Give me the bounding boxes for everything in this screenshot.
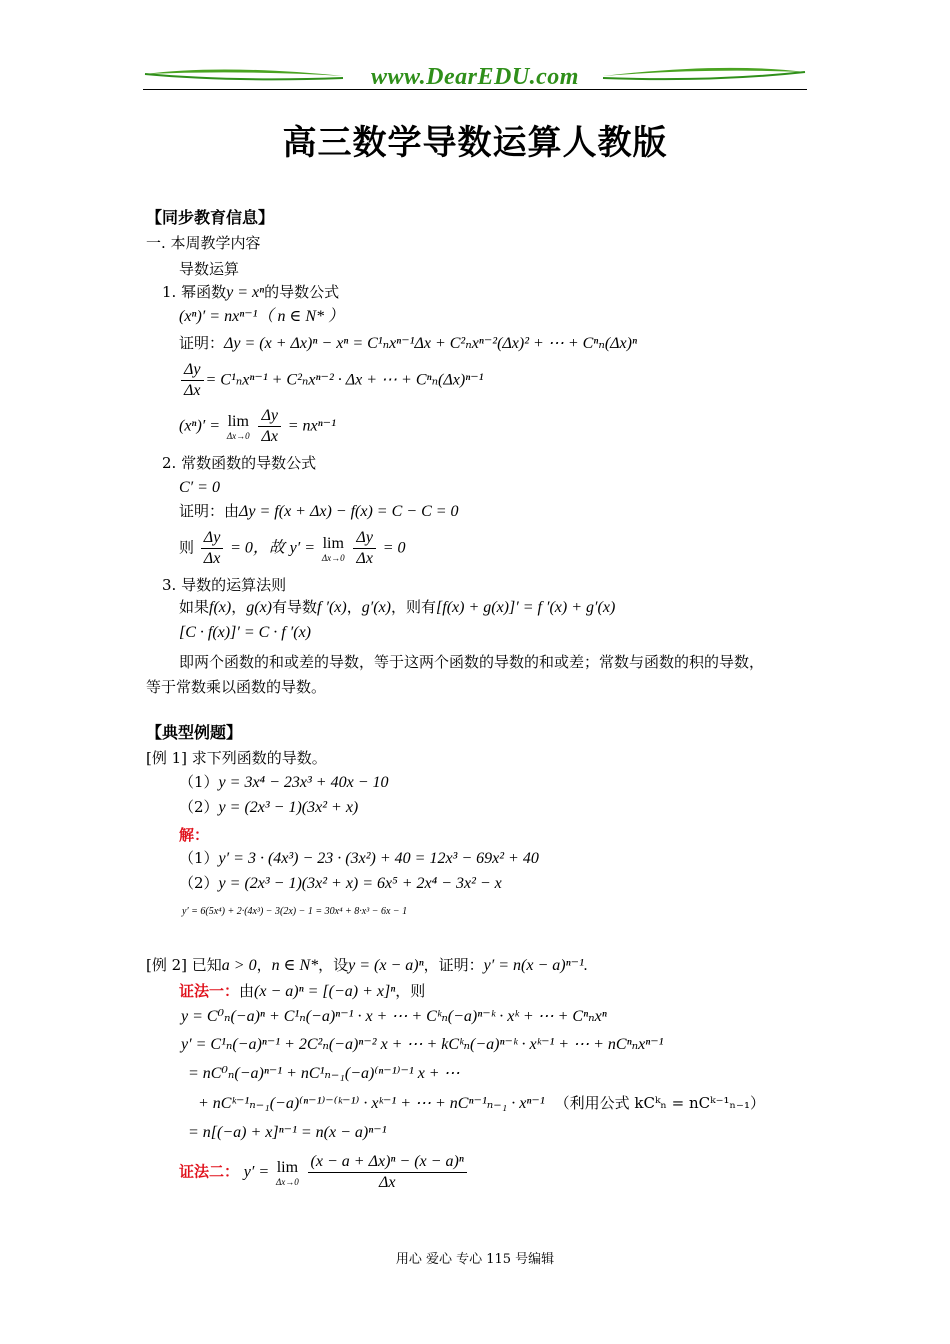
example2-title-line (146, 955, 588, 976)
method2-fraction (308, 1152, 467, 1193)
constant-limit-line (179, 528, 406, 569)
item-number: （2） (179, 874, 219, 892)
delta-fraction (181, 360, 204, 401)
item-number: （1） (179, 849, 219, 867)
method1-intro (179, 981, 425, 1002)
constant-rule (179, 477, 220, 498)
example2-title: [例 2] 已知 (146, 956, 222, 974)
item-weekly-content: 一. 本周教学内容 (146, 234, 261, 252)
delta-fraction (353, 528, 376, 569)
example1-question2 (179, 797, 358, 818)
method1-line3 (188, 1063, 460, 1084)
example1-answer2-derivative: y′ = 6(5x⁴) + 2·(4x³) − 3(2x) − 1 = 30x⁴ + 8·x³ − 6x − 1 (182, 906, 408, 917)
equals-zero-end: = 0 (382, 539, 406, 557)
fraction-denominator: Δx (184, 382, 201, 399)
limit-operator (276, 1159, 299, 1187)
section-heading-sync-info: 【同步教育信息】 (146, 208, 275, 227)
method1-binomial: (x − a)ⁿ = [(−a) + x]ⁿ (254, 983, 396, 1000)
lim-subscript: Δx→0 (226, 430, 250, 441)
method2-label: 证法二： (179, 1162, 240, 1181)
fraction-numerator: Δy (201, 528, 224, 549)
delta-fraction (258, 406, 281, 447)
example1-answer1 (179, 848, 539, 869)
fraction-denominator: Δx (261, 428, 278, 445)
example2-function: y = (x − a)ⁿ (348, 957, 424, 974)
method1-line1 (181, 1006, 607, 1027)
constant-multiple-formula: [C · f(x)]′ = C · f ′(x) (179, 624, 311, 641)
method1-line5 (188, 1122, 387, 1143)
lim-subscript: Δx→0 (321, 552, 345, 563)
power-limit-line (179, 406, 336, 447)
then-text: ，则 (395, 982, 426, 1000)
comma-text: ， (256, 956, 272, 974)
delta-fraction (201, 528, 224, 569)
limit-operator (227, 413, 250, 441)
power-proof-quotient: = C¹ₙxⁿ⁻¹ + C²ₙxⁿ⁻² · Δx + ⋯ + Cⁿₙ(Δx)ⁿ⁻¹ (205, 371, 484, 389)
power-function-formula: y = xⁿ (226, 284, 265, 301)
sum-rule-line (179, 597, 615, 618)
condition-a: a > 0 (221, 957, 257, 974)
method1-step4: + nCᵏ⁻¹ₙ₋₁(−a)⁽ⁿ⁻¹⁾⁻⁽ᵏ⁻¹⁾ · xᵏ⁻¹ + ⋯ + nCⁿ⁻¹ₙ₋₁ · xⁿ⁻¹ (198, 1095, 545, 1112)
proof-label: 证明： (179, 334, 225, 352)
fprime-text: f ′(x) (317, 599, 347, 616)
power-rule-condition: （ n ∈ N* ） (257, 308, 345, 325)
site-logo-text: www.DearEDU.com (371, 64, 579, 90)
fraction-numerator: Δy (258, 406, 281, 427)
method1-expansion: y = C⁰ₙ(−a)ⁿ + C¹ₙ(−a)ⁿ⁻¹ · x + ⋯ + Cᵏₙ(−a)ⁿ⁻ᵏ · xᵏ + ⋯ + Cⁿₙxⁿ (181, 1008, 607, 1025)
page-footer: 用心 爱心 专心 115 号编辑 (395, 1252, 555, 1267)
example2-goal: y′ = n(x − a)ⁿ⁻¹. (483, 957, 588, 974)
topic-label: 导数运算 (179, 260, 240, 278)
then-have-text: ，则有 (391, 598, 437, 616)
page-title: 高三数学导数运算人教版 (282, 123, 668, 163)
if-text: 如果 (179, 598, 210, 616)
method1-result: = n[(−a) + x]ⁿ⁻¹ = n(x − a)ⁿ⁻¹ (188, 1124, 387, 1141)
section-heading-examples: 【典型例题】 (146, 723, 243, 742)
fraction-numerator: Δy (181, 360, 204, 381)
example1-title: [例 1] 求下列函数的导数。 (146, 749, 327, 767)
has-derivative-text: 有导数 (272, 598, 318, 616)
limit-operator (322, 535, 345, 563)
lim-subscript: Δx→0 (275, 1176, 299, 1187)
power-function-label: 1. 幂函数 (162, 283, 227, 301)
constant-proof-line (179, 501, 459, 522)
proof-label: 证明：由 (179, 502, 240, 520)
then-text: 则 (179, 538, 195, 557)
item-number: （2） (179, 798, 219, 816)
method1-derivative: y′ = C¹ₙ(−a)ⁿ⁻¹ + 2C²ₙ(−a)ⁿ⁻² x + ⋯ + kCᵏₙ(−a)ⁿ⁻ᵏ · xᵏ⁻¹ + ⋯ + nCⁿₙxⁿ⁻¹ (181, 1036, 664, 1053)
comma-text: ， (346, 598, 362, 616)
method1-label: 证法一： (179, 982, 240, 1000)
solution-label: 解： (179, 826, 210, 844)
power-proof-line2 (179, 360, 483, 401)
gprime-text: g′(x) (361, 599, 391, 616)
y-prime-text: y′ = (289, 539, 316, 557)
item-number: （1） (179, 773, 219, 791)
power-proof-line1 (179, 333, 637, 354)
constant-heading: 2. 常数函数的导数公式 (162, 454, 317, 472)
answer2-formula: y = (2x³ − 1)(3x² + x) = 6x⁵ + 2x⁴ − 3x² − x (218, 875, 502, 892)
comma-text: ， (231, 598, 247, 616)
fraction-denominator: Δx (378, 1174, 396, 1191)
fraction-numerator: Δy (353, 528, 376, 549)
method1-step3: = nC⁰ₙ(−a)ⁿ⁻¹ + nC¹ₙ₋₁(−a)⁽ⁿ⁻¹⁾⁻¹ x + ⋯ (188, 1065, 460, 1082)
prove-text: ，证明： (423, 956, 484, 974)
power-proof-expansion: Δy = (x + Δx)ⁿ − xⁿ = C¹ₙxⁿ⁻¹Δx + C²ₙxⁿ⁻²(Δx)² + ⋯ + Cⁿₙ(Δx)ⁿ (224, 335, 638, 352)
method1-formula-note: （利用公式 kCᵏₙ = nCᵏ⁻¹ₙ₋₁） (554, 1094, 765, 1112)
rules-heading: 3. 导数的运算法则 (162, 576, 287, 594)
from-text: 由 (239, 982, 255, 1000)
example1-question1 (179, 772, 389, 793)
limit-lhs: (xⁿ)′ = (179, 417, 221, 435)
power-rule-formula: (xⁿ)′ = nxⁿ⁻¹ (179, 308, 258, 325)
fx-text: f(x) (209, 599, 232, 616)
constant-proof-formula: Δy = f(x + Δx) − f(x) = C − C = 0 (239, 503, 459, 520)
sum-rule-formula: [f(x) + g(x)]′ = f ′(x) + g′(x) (436, 599, 616, 616)
power-function-suffix: 的导数公式 (264, 283, 340, 301)
constant-rule-formula: C′ = 0 (179, 479, 220, 496)
method1-line2 (181, 1034, 663, 1055)
rules-explanation-1: 即两个函数的和或差的导数，等于这两个函数的导数的和或差；常数与函数的积的导数， (179, 653, 765, 671)
limit-rhs: = nxⁿ⁻¹ (287, 417, 336, 435)
question1-formula: y = 3x⁴ − 23x³ + 40x − 10 (218, 774, 389, 791)
equals-zero-text: = 0，故 (230, 539, 285, 557)
header-rule (143, 89, 807, 90)
method2-lhs: y′ = (243, 1163, 270, 1181)
question2-formula: y = (2x³ − 1)(3x² + x) (218, 799, 359, 816)
method1-line4 (198, 1093, 765, 1114)
power-function-heading (162, 282, 339, 303)
fraction-denominator: Δx (203, 550, 221, 567)
lim-word: lim (227, 412, 249, 430)
set-text: ，设 (318, 956, 349, 974)
lim-word: lim (276, 1158, 299, 1176)
constant-multiple-rule (179, 622, 311, 643)
lim-word: lim (322, 534, 344, 552)
rules-explanation-2: 等于常数乘以函数的导数。 (146, 678, 327, 696)
condition-n: n ∈ N* (271, 957, 319, 974)
fraction-numerator: (x − a + Δx)ⁿ − (x − a)ⁿ (308, 1152, 467, 1173)
answer1-formula: y′ = 3 · (4x³) − 23 · (3x²) + 40 = 12x³ − 69x² + 40 (218, 850, 539, 867)
method2-line (179, 1152, 469, 1193)
fraction-denominator: Δx (356, 550, 373, 567)
example1-answer2 (179, 873, 502, 894)
site-banner (143, 62, 807, 92)
power-rule-line (179, 306, 344, 327)
gx-text: g(x) (246, 599, 272, 616)
